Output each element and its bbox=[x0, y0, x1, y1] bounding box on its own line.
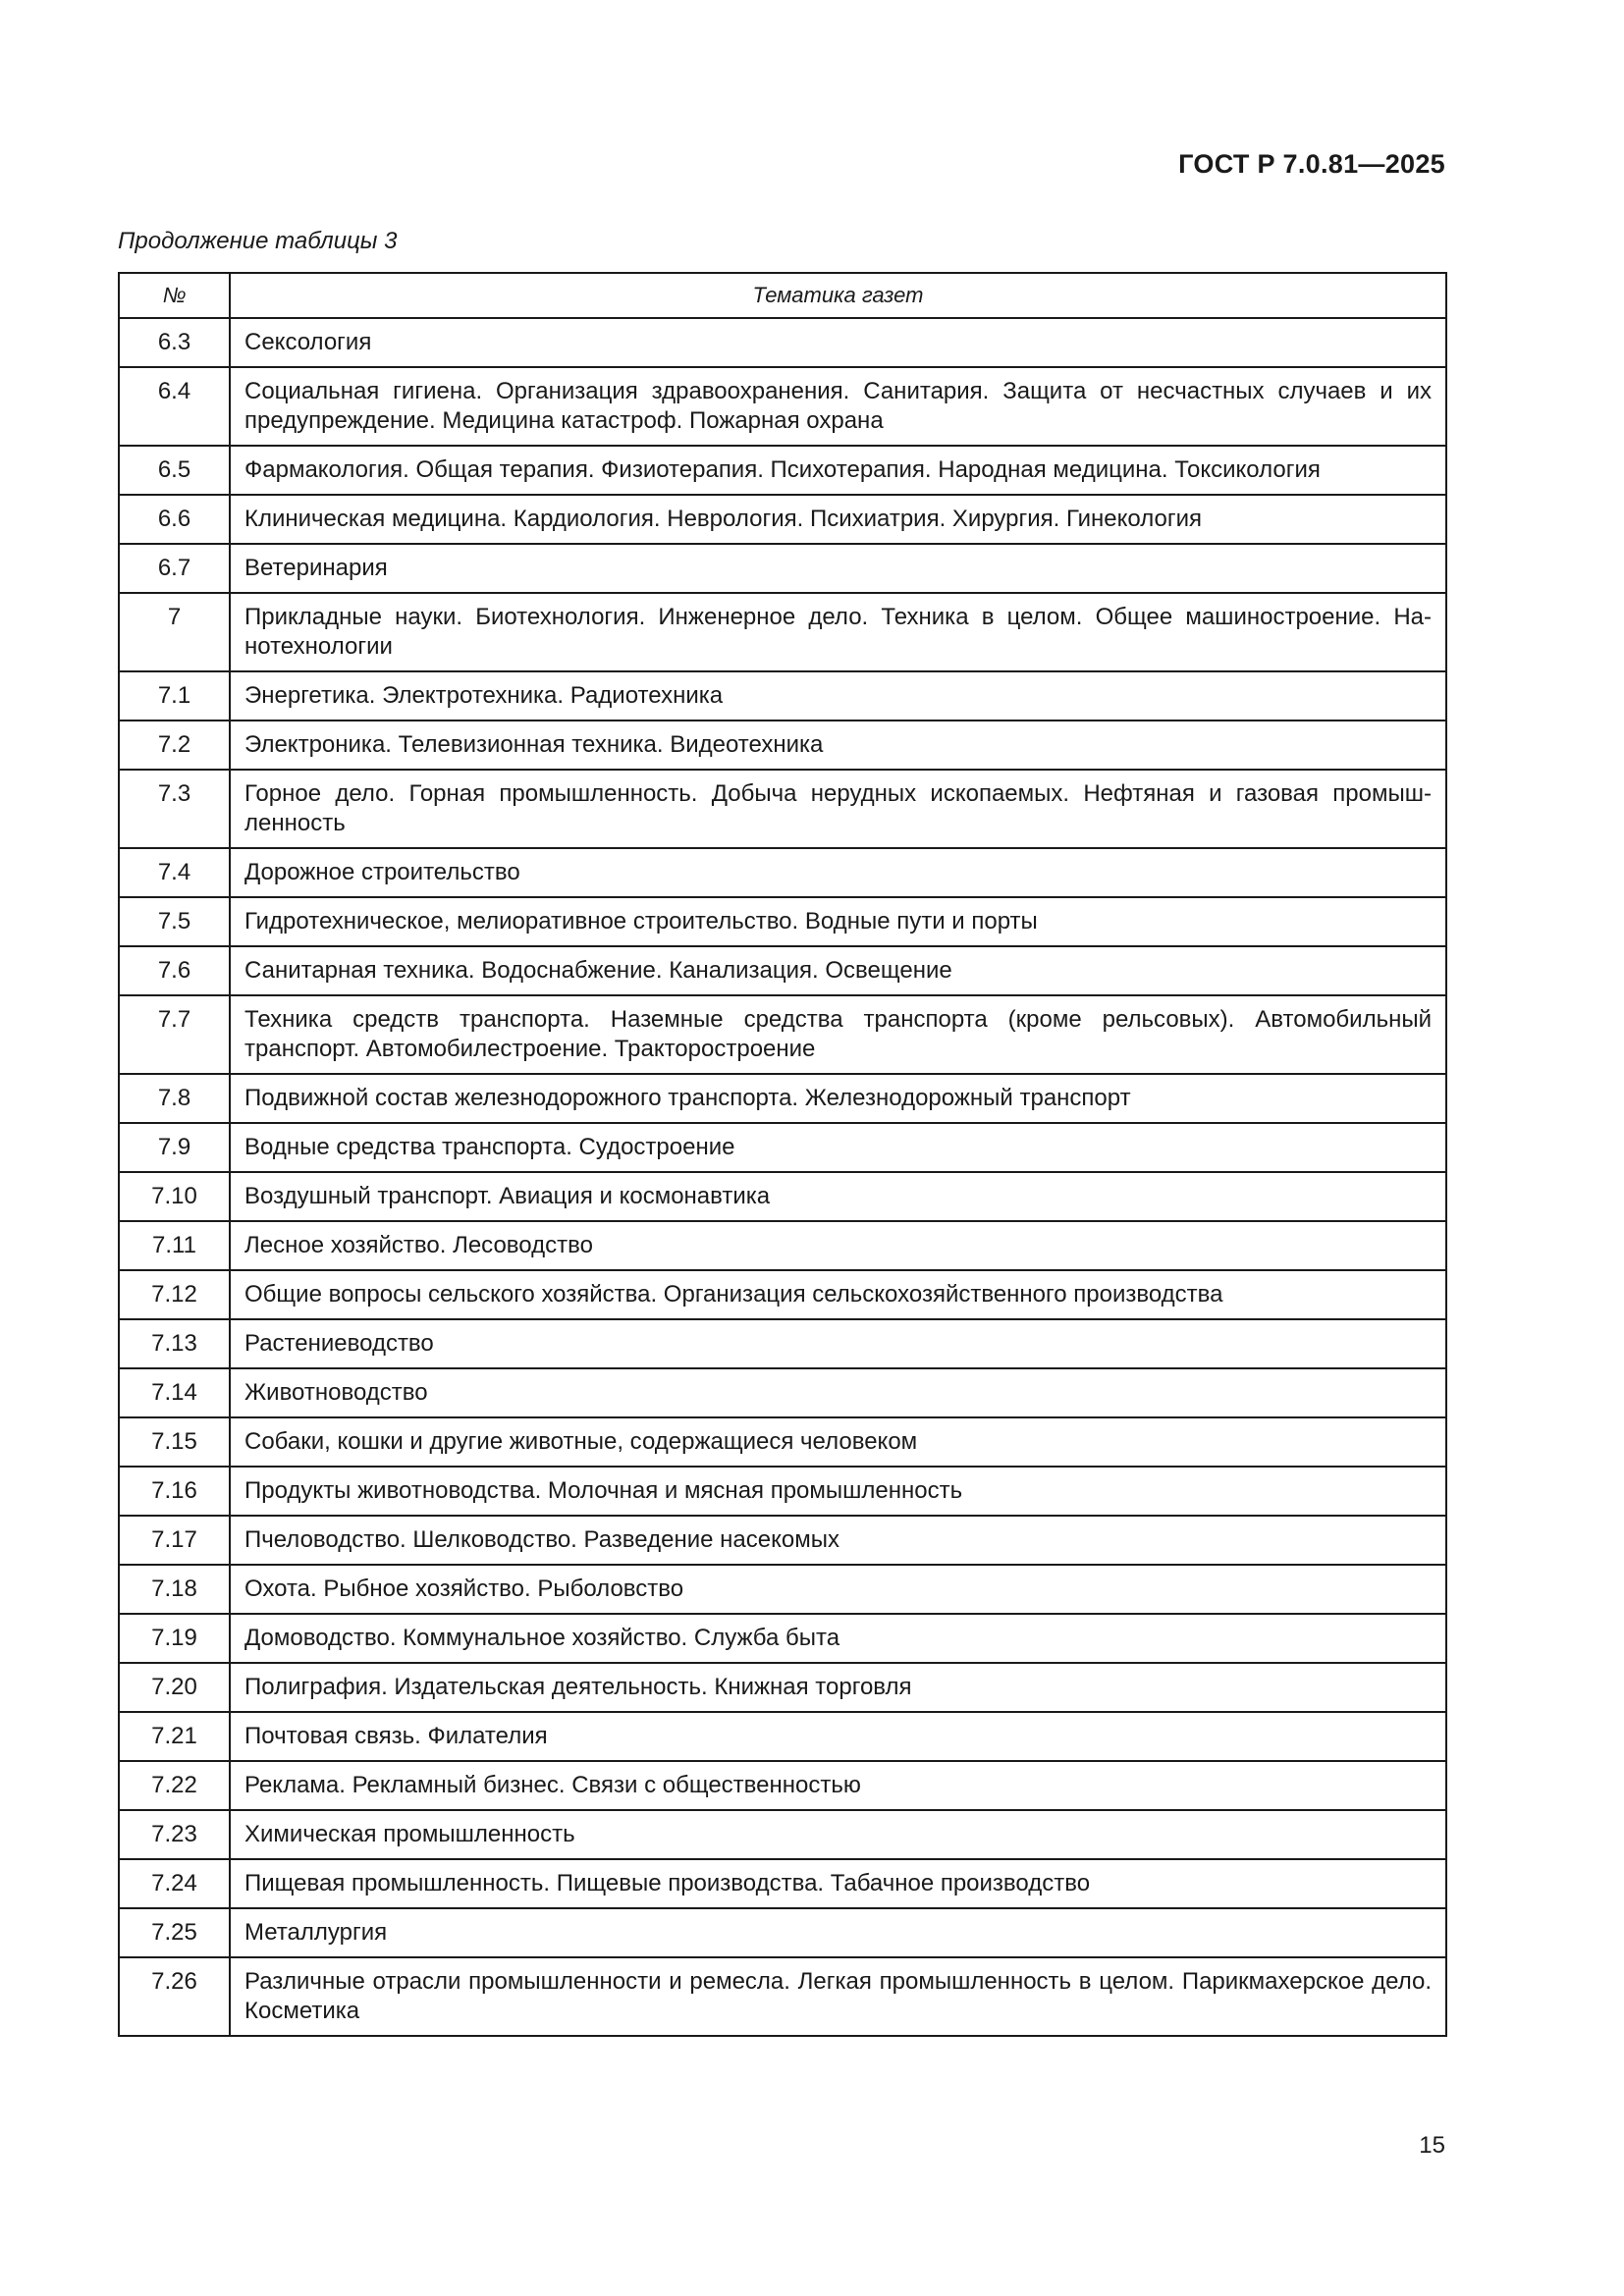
row-topic: Ветеринария bbox=[230, 544, 1446, 593]
table-row bbox=[119, 671, 1446, 721]
table-row bbox=[119, 995, 1446, 1074]
table-row bbox=[119, 770, 1446, 848]
row-number: 7.3 bbox=[119, 770, 230, 848]
row-number: 7.21 bbox=[119, 1712, 230, 1761]
row-topic: Энергетика. Электротехника. Радиотехника bbox=[230, 671, 1446, 721]
column-header-number: № bbox=[119, 273, 230, 318]
table-row bbox=[119, 495, 1446, 544]
row-topic: Пищевая промышленность. Пищевые производства. Табачное производство bbox=[230, 1859, 1446, 1908]
row-number: 7.2 bbox=[119, 721, 230, 770]
row-number: 6.5 bbox=[119, 446, 230, 495]
row-topic: Полиграфия. Издательская деятельность. Книжная торговля bbox=[230, 1663, 1446, 1712]
row-number: 7.16 bbox=[119, 1467, 230, 1516]
row-number: 7.6 bbox=[119, 946, 230, 995]
row-number: 7.23 bbox=[119, 1810, 230, 1859]
row-topic: Металлургия bbox=[230, 1908, 1446, 1957]
row-number: 7.8 bbox=[119, 1074, 230, 1123]
table-row bbox=[119, 1859, 1446, 1908]
table-row bbox=[119, 1319, 1446, 1368]
row-topic: Лесное хозяйство. Лесоводство bbox=[230, 1221, 1446, 1270]
row-topic: Реклама. Рекламный бизнес. Связи с общественностью bbox=[230, 1761, 1446, 1810]
table-row bbox=[119, 1467, 1446, 1516]
row-number: 7.1 bbox=[119, 671, 230, 721]
column-header-topic: Тематика газет bbox=[230, 273, 1446, 318]
row-number: 7.20 bbox=[119, 1663, 230, 1712]
table-row bbox=[119, 1368, 1446, 1417]
row-topic: Горное дело. Горная промышленность. Добыча нерудных ископаемых. Нефтяная и газовая промышленность bbox=[230, 770, 1446, 848]
table-row bbox=[119, 593, 1446, 671]
row-topic: Охота. Рыбное хозяйство. Рыболовство bbox=[230, 1565, 1446, 1614]
row-topic: Различные отрасли промышленности и ремесла. Легкая промышленность в целом. Парикмахерское дело. Косметика bbox=[230, 1957, 1446, 2036]
row-number: 7.15 bbox=[119, 1417, 230, 1467]
table-row bbox=[119, 1663, 1446, 1712]
row-topic: Водные средства транспорта. Судостроение bbox=[230, 1123, 1446, 1172]
table-row bbox=[119, 1123, 1446, 1172]
row-number: 6.3 bbox=[119, 318, 230, 367]
row-number: 7.13 bbox=[119, 1319, 230, 1368]
page-number: 15 bbox=[1419, 2132, 1445, 2159]
table-row bbox=[119, 1712, 1446, 1761]
table-row bbox=[119, 1270, 1446, 1319]
row-topic: Электроника. Телевизионная техника. Видеотехника bbox=[230, 721, 1446, 770]
row-topic: Собаки, кошки и другие животные, содержащиеся человеком bbox=[230, 1417, 1446, 1467]
row-topic: Домоводство. Коммунальное хозяйство. Служба быта bbox=[230, 1614, 1446, 1663]
row-number: 6.4 bbox=[119, 367, 230, 446]
row-topic: Дорожное строительство bbox=[230, 848, 1446, 897]
table-caption: Продолжение таблицы 3 bbox=[118, 228, 398, 254]
row-number: 7.5 bbox=[119, 897, 230, 946]
table-body bbox=[119, 318, 1446, 2036]
table-row bbox=[119, 1221, 1446, 1270]
row-number: 6.6 bbox=[119, 495, 230, 544]
row-number: 7.19 bbox=[119, 1614, 230, 1663]
table-row bbox=[119, 1074, 1446, 1123]
row-number: 7.4 bbox=[119, 848, 230, 897]
row-number: 7.11 bbox=[119, 1221, 230, 1270]
table-row bbox=[119, 318, 1446, 367]
table-row bbox=[119, 1957, 1446, 2036]
row-number: 7.12 bbox=[119, 1270, 230, 1319]
table-row bbox=[119, 897, 1446, 946]
row-topic: Почтовая связь. Филателия bbox=[230, 1712, 1446, 1761]
row-number: 7.14 bbox=[119, 1368, 230, 1417]
table-row bbox=[119, 1516, 1446, 1565]
row-topic: Пчеловодство. Шелководство. Разведение насекомых bbox=[230, 1516, 1446, 1565]
table-row bbox=[119, 721, 1446, 770]
row-topic: Прикладные науки. Биотехнология. Инженерное дело. Техника в целом. Общее машиностроение. Нанотехнологии bbox=[230, 593, 1446, 671]
row-number: 7.25 bbox=[119, 1908, 230, 1957]
row-topic: Техника средств транспорта. Наземные средства транспорта (кроме рельсовых). Автомобильный транспорт. Автомобилестроение. Тракторостроение bbox=[230, 995, 1446, 1074]
row-topic: Химическая промышленность bbox=[230, 1810, 1446, 1859]
row-number: 7.26 bbox=[119, 1957, 230, 2036]
row-topic: Продукты животноводства. Молочная и мясная промышленность bbox=[230, 1467, 1446, 1516]
row-topic: Социальная гигиена. Организация здравоохранения. Санитария. Защита от несчастных случаев и их предупреждение. Медицина катастроф. Пожарная охрана bbox=[230, 367, 1446, 446]
row-topic: Подвижной состав железнодорожного транспорта. Железнодорожный транспорт bbox=[230, 1074, 1446, 1123]
table-row bbox=[119, 848, 1446, 897]
table-row bbox=[119, 1810, 1446, 1859]
row-topic: Растениеводство bbox=[230, 1319, 1446, 1368]
table-row bbox=[119, 1565, 1446, 1614]
row-topic: Санитарная техника. Водоснабжение. Канализация. Освещение bbox=[230, 946, 1446, 995]
newspaper-topics-table bbox=[118, 272, 1447, 2037]
row-number: 7.17 bbox=[119, 1516, 230, 1565]
row-topic: Сексология bbox=[230, 318, 1446, 367]
table-row bbox=[119, 946, 1446, 995]
row-number: 7.10 bbox=[119, 1172, 230, 1221]
row-number: 7.18 bbox=[119, 1565, 230, 1614]
table-row bbox=[119, 1614, 1446, 1663]
row-topic: Фармакология. Общая терапия. Физиотерапия. Психотерапия. Народная медицина. Токсикология bbox=[230, 446, 1446, 495]
table-row bbox=[119, 446, 1446, 495]
table-row bbox=[119, 1417, 1446, 1467]
table-row bbox=[119, 367, 1446, 446]
row-topic: Животноводство bbox=[230, 1368, 1446, 1417]
table-row bbox=[119, 1761, 1446, 1810]
row-topic: Воздушный транспорт. Авиация и космонавтика bbox=[230, 1172, 1446, 1221]
row-number: 7.22 bbox=[119, 1761, 230, 1810]
table-row bbox=[119, 1908, 1446, 1957]
table-row bbox=[119, 1172, 1446, 1221]
row-topic: Клиническая медицина. Кардиология. Неврология. Психиатрия. Хирургия. Гинекология bbox=[230, 495, 1446, 544]
row-number: 6.7 bbox=[119, 544, 230, 593]
row-number: 7 bbox=[119, 593, 230, 671]
row-number: 7.24 bbox=[119, 1859, 230, 1908]
table-row bbox=[119, 544, 1446, 593]
row-topic: Общие вопросы сельского хозяйства. Организация сельскохозяйственного производства bbox=[230, 1270, 1446, 1319]
row-topic: Гидротехническое, мелиоративное строительство. Водные пути и порты bbox=[230, 897, 1446, 946]
standard-code: ГОСТ Р 7.0.81—2025 bbox=[1178, 149, 1445, 179]
table-header-row bbox=[119, 273, 1446, 318]
row-number: 7.9 bbox=[119, 1123, 230, 1172]
row-number: 7.7 bbox=[119, 995, 230, 1074]
